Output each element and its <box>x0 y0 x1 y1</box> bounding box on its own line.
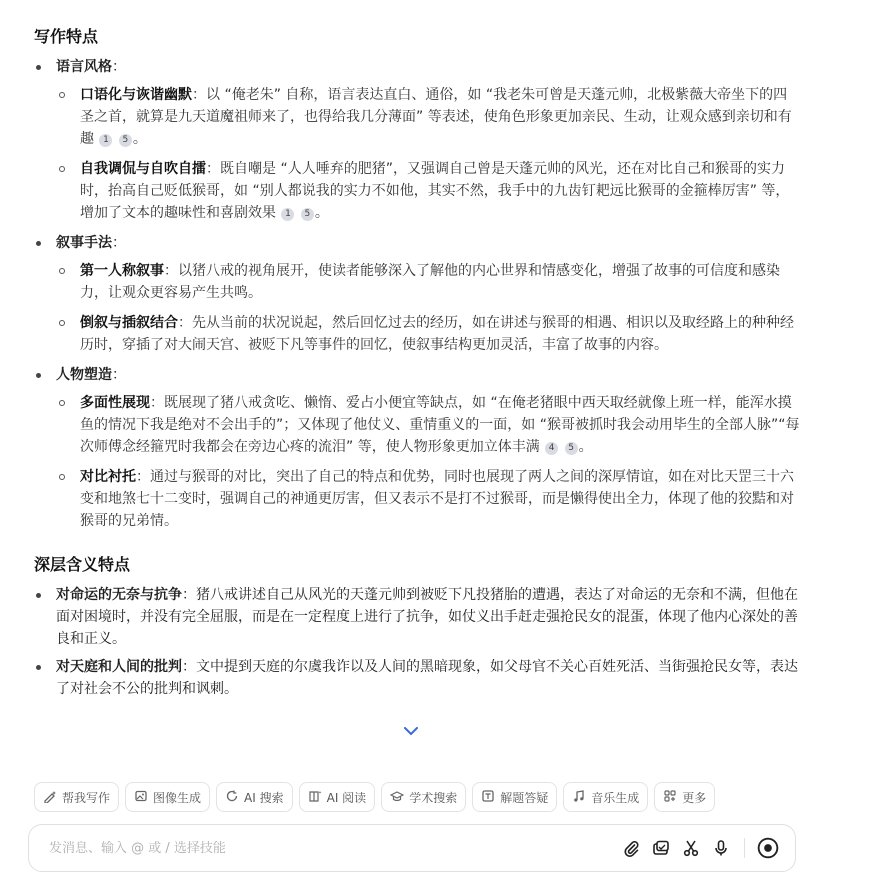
feature-group: 人物塑造： 多面性展现：既展现了猪八戒贪吃、懒惰、爱占小便宜等缺点，如 “在俺老猪眼中西天取经就像上班一样，能浑水摸鱼的情况下我是绝对不会出手的”；又体现了他仗义、重情重义的一面，如 “猴哥被抓时我会动用毕生的全部人脉”“每次师傅念经箍咒时我都会在旁边心疼的流泪” 等，使人物形象更加立体丰满 4 5 。 对比衬托：通过与猴哥的对比，突出了自己的特点和优势，同时也展现了两人之间的深厚情谊，如在对比天罡三十六变和地煞七十二变时，强调自己的神通更厉害，但又表示不是打不过猴哥，而是懒得使出全力，体现了他的狡黠和对猴哥的兄弟情。 <box>34 364 800 532</box>
skill-chip-label: 图像生成 <box>153 790 202 805</box>
feature-item-text: ：先从当前的状况说起，然后回忆过去的经历，如在讲述与猴哥的相遇、相识以及取经路上的种种经历时，穿插了对大闹天宫、被贬下凡等事件的回忆，使叙事结构更加灵活，丰富了故事的内容。 <box>80 315 794 353</box>
skill-chip-6[interactable] <box>472 782 557 812</box>
skill-chip-label: 更多 <box>682 790 707 805</box>
feature-item-text: ：既展现了猪八戒贪吃、懒惰、爱占小便宜等缺点，如 “在俺老猪眼中西天取经就像上班一样，能浑水摸鱼的情况下我是绝对不会出手的”；又体现了他仗义、重情重义的一面，如 “猴哥被抓时我会动用毕生的全部人脉”“每次师傅念经箍咒时我都会在旁边心疼的流泪” 等，使人物形象更加立体丰满 <box>80 395 800 455</box>
feature-group: 语言风格： 口语化与诙谐幽默：以 “俺老朱” 自称，语言表达直白、通俗，如 “我老朱可曾是天蓬元帅，北极紫薇大帝坐下的四圣之首，就算是九天道魔祖师来了，也得给我几分薄面” 等表述，使角色形象更加亲民、生动，让观众感到亲切和有趣 1 5 。 自我调侃与自吹自擂：既自嘲是 “人人唾弃的肥猪”，又强调自己曾是天蓬元帅的风光，还在对比自己和猴哥的实力时，抬高自己贬低猴哥，如 “别人都说我的实力不如他，其实不然，我手中的九齿钉耙远比猴哥的金箍棒厉害” 等，增加了文本的趣味性和喜剧效果 1 5 。 <box>34 56 800 224</box>
skill-chip-5[interactable] <box>381 782 466 812</box>
message-composer <box>28 824 796 872</box>
image-icon <box>134 789 148 806</box>
citation-badge[interactable]: 5 <box>565 442 578 455</box>
skill-chip-4[interactable] <box>299 782 376 812</box>
writing-features-list <box>34 56 800 532</box>
feature-item <box>56 392 800 458</box>
meaning-item <box>34 656 800 700</box>
citation-badge[interactable]: 1 <box>281 208 294 221</box>
grid-more-icon <box>663 789 677 806</box>
feature-item <box>56 312 800 356</box>
feature-sublist <box>56 392 800 532</box>
message-input[interactable] <box>49 841 616 856</box>
paperclip-icon[interactable] <box>616 833 646 863</box>
feature-item-text: ：通过与猴哥的对比，突出了自己的特点和优势，同时也展现了两人之间的深厚情谊，如在对比天罡三十六变和地煞七十二变时，强调自己的神通更厉害，但又表示不是打不过猴哥，而是懒得使出全力，体现了他的狡黠和对猴哥的兄弟情。 <box>80 469 794 529</box>
feature-item-title: 第一人称叙事 <box>80 263 164 279</box>
feature-group-label: 人物塑造 <box>56 367 112 383</box>
feature-sublist <box>56 84 800 224</box>
scissors-icon[interactable] <box>676 833 706 863</box>
feature-item-text: ：以 “俺老朱” 自称，语言表达直白、通俗，如 “我老朱可曾是天蓬元帅，北极紫薇大帝坐下的四圣之首，就算是九天道魔祖师来了，也得给我几分薄面” 等表述，使角色形象更加亲民、生动，让观众感到亲切和有趣 <box>80 87 792 147</box>
skill-chip-label: 学术搜索 <box>409 790 458 805</box>
meaning-item-text: ：文中提到天庭的尔虞我诈以及人间的黑暗现象，如父母官不关心百姓死活、当街强抢民女等，表达了对社会不公的批判和讽刺。 <box>56 659 798 697</box>
feature-item-text: ：以猪八戒的视角展开，使读者能够深入了解他的内心世界和情感变化，增强了故事的可信度和感染力，让观众更容易产生共鸣。 <box>80 263 780 301</box>
feature-group-label: 语言风格 <box>56 59 112 75</box>
feature-group: 叙事手法： 第一人称叙事：以猪八戒的视角展开，使读者能够深入了解他的内心世界和情感变化，增强了故事的可信度和感染力，让观众更容易产生共鸣。 倒叙与插叙结合：先从当前的状况说起，然后回忆过去的经历，如在讲述与猴哥的相遇、相识以及取经路上的种种经历时，穿插了对大闹天宫、被贬下凡等事件的回忆，使叙事结构更加灵活，丰富了故事的内容。 <box>34 232 800 356</box>
meaning-item <box>34 584 800 650</box>
feature-item-text: ：既自嘲是 “人人唾弃的肥猪”，又强调自己曾是天蓬元帅的风光，还在对比自己和猴哥的实力时，抬高自己贬低猴哥，如 “别人都说我的实力不如他，其实不然，我手中的九齿钉耙远比猴哥的金箍棒厉害” 等，增加了文本的趣味性和喜剧效果 <box>80 161 790 221</box>
skill-chip-label: 音乐生成 <box>591 790 640 805</box>
feature-sublist <box>56 260 800 356</box>
microphone-icon[interactable] <box>706 833 736 863</box>
skill-chip-1[interactable] <box>34 782 119 812</box>
meaning-item-title: 对命运的无奈与抗争 <box>56 587 182 603</box>
pen-sparkle-icon <box>43 789 57 806</box>
feature-item-title: 自我调侃与自吹自擂 <box>80 161 206 177</box>
feature-item-tail: 。 <box>578 439 593 455</box>
citation-badge[interactable]: 5 <box>119 134 132 147</box>
book-ai-icon <box>308 789 322 806</box>
section-heading-deeper-meaning: 深层含义特点 <box>34 555 131 574</box>
section-heading-writing-features: 写作特点 <box>34 27 99 46</box>
feature-item <box>56 158 800 224</box>
feature-item-tail: 。 <box>314 205 329 221</box>
feature-item-tail: 。 <box>132 131 147 147</box>
citation-badge[interactable]: 1 <box>99 134 112 147</box>
deeper-meaning-list <box>34 584 800 700</box>
citation-badge[interactable]: 5 <box>301 208 314 221</box>
scroll-down-icon[interactable] <box>400 720 422 742</box>
feature-item-title: 口语化与诙谐幽默 <box>80 87 192 103</box>
search-refresh-icon <box>225 789 239 806</box>
skill-chip-7[interactable] <box>563 782 648 812</box>
skill-chip-2[interactable] <box>125 782 210 812</box>
feature-item <box>56 466 800 532</box>
music-note-icon <box>572 789 586 806</box>
feature-item-title: 倒叙与插叙结合 <box>80 315 178 331</box>
citation-badge[interactable]: 4 <box>545 442 558 455</box>
skill-chip-8[interactable] <box>654 782 715 812</box>
solve-icon <box>481 789 495 806</box>
graduation-cap-icon <box>390 789 404 806</box>
feature-item <box>56 84 800 150</box>
skill-chip-3[interactable] <box>216 782 293 812</box>
skill-chip-label: AI 搜索 <box>244 790 284 805</box>
feature-item-title: 多面性展现 <box>80 395 150 411</box>
skill-chip-label: 解题答疑 <box>500 790 549 805</box>
meaning-item-text: ：猪八戒讲述自己从风光的天蓬元帅到被贬下凡投猪胎的遭遇，表达了对命运的无奈和不满，但他在面对困境时，并没有完全屈服，而是在一定程度上进行了抗争，如仗义出手赶走强抢民女的混蛋，体现了他内心深处的善良和正义。 <box>56 587 798 647</box>
screenshot-icon[interactable] <box>646 833 676 863</box>
skill-chip-label: AI 阅读 <box>326 790 367 805</box>
feature-item <box>56 260 800 304</box>
feature-item-title: 对比衬托 <box>80 469 136 485</box>
meaning-item-title: 对天庭和人间的批判 <box>56 659 182 675</box>
skill-chip-bar <box>34 782 715 814</box>
composer-divider <box>744 838 745 858</box>
feature-group-label: 叙事手法 <box>56 235 112 251</box>
skill-chip-label: 帮我写作 <box>62 790 111 805</box>
stop-record-icon[interactable] <box>753 833 783 863</box>
